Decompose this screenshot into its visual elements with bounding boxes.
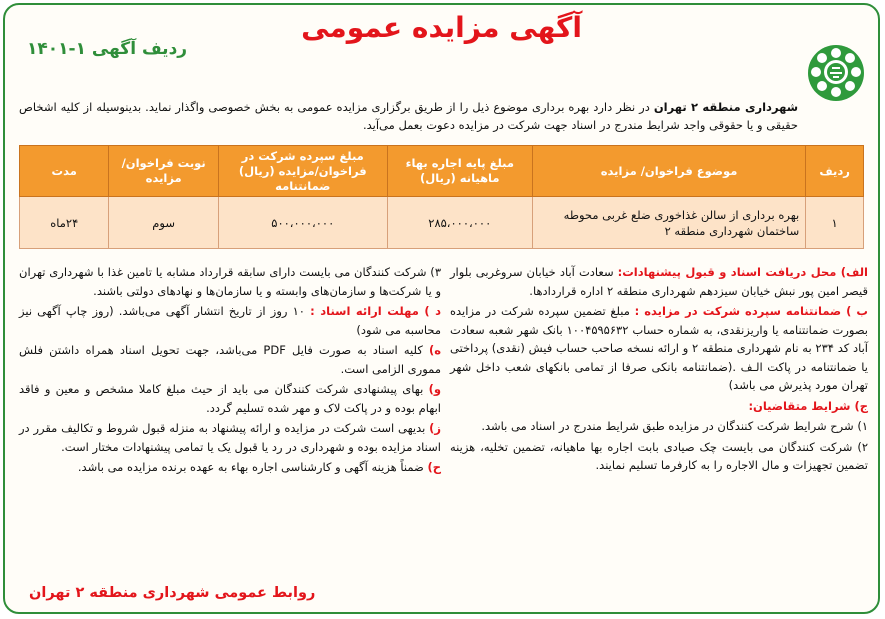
section-b-text: مبلغ تضمین سپرده شرکت در مزایده بصورت ضمانتنامه یا واریزنقدی، به شماره حساب ۱۰۰۴۵۹۵۶۳۲ بانک شهر شعبه سعادت آباد کد ۲۳۴ به نام شهرداری منطقه ۲ و ارائه نسخه صاحب حساب فیش (نقدی) پرداختی یا ضمانتنامه در پاکت الـف .(ضمانتنامه بانکی صرفا از تمامی بانکهای شعب داخل شهر تهران مورد پذیرش می باشد) (450, 304, 869, 392)
header-duration: مدت (20, 146, 109, 197)
list-item: ۱) شرح شرایط شرکت کنندگان در مزایده طبق شرایط مندرج در اسناد می باشد. (481, 419, 868, 433)
table-row (20, 197, 864, 249)
section-c-heading: ج) شرایط متقاضیان: (748, 398, 868, 413)
list-item: ۲) شرکت کنندگان می بایست چک صیادی بابت اجاره بها ماهیانه، تضمین تخلیه، هزینه تضمین تجهیزات و مال الاجاره را به کارفرما تسلیم نمایند. (450, 439, 868, 472)
section-h (19, 341, 441, 378)
tehran-municipality-logo-icon (808, 45, 864, 101)
section-z-heading: ز) (429, 421, 442, 435)
header-base-price: مبلغ پایه اجاره بهاء ماهیانه (ریال) (387, 146, 532, 197)
section-h-text: کلیه اسناد به صورت فایل PDF می‌باشد، جهت تحویل اسناد همراه داشتن فلش مموری الزامی است. (19, 343, 441, 376)
section-c (450, 397, 868, 416)
section-a-text: سعادت آباد خیابان سروغربی بلوار قیصر امین پور نبش خیابان سیزدهم شهرداری منطقه ۲ اداره قراردادها. (450, 265, 868, 298)
section-d (19, 302, 441, 339)
section-h2-text: ضمناً هزینه آگهی و کارشناسی اجاره بهاء به عهده برنده مزایده می باشد. (77, 460, 424, 474)
section-b-heading: ب ) ضمانتنامه سپرده شرکت در مزایده : (634, 304, 868, 318)
header-round: نوبت فراخوان/مزایده (109, 146, 218, 197)
cell-base-price: ۲۸۵،۰۰۰،۰۰۰ (387, 197, 532, 249)
section-h-heading: ه) (428, 343, 441, 357)
ad-number: ردیف آگهی ۱-۱۴۰۱ (27, 39, 188, 59)
announcement-page (3, 3, 880, 614)
intro-paragraph (19, 98, 798, 134)
section-v-text: بهای پیشنهادی شرکت کنندگان می باید از حیث مبلغ کاملا مشخص و معین و فاقد ابهام بوده و در پاکت لاک و مهر شده تسلیم گردد. (19, 382, 441, 415)
organization-name: شهرداری منطقه ۲ تهران (653, 100, 799, 114)
cell-round: سوم (109, 197, 218, 249)
section-z-text: بدیهی است شرکت در مزایده و ارائه پیشنهاد به منزله قبول شروط و تکالیف مقرر در اسناد مزایده بوده و شهرداری در رد یا قبول یک یا تمامی پیشنهادات مختار است. (19, 421, 441, 454)
table-header-row (20, 146, 864, 197)
header-deposit: مبلغ سپرده شرکت در فراخوان/مزایده (ریال) ضمانتنامه (218, 146, 387, 197)
auction-table (19, 145, 864, 249)
cell-duration: ۲۴ماه (20, 197, 109, 249)
section-d-heading: د ) مهلت ارائه اسناد : (310, 304, 441, 318)
section-b (450, 302, 868, 395)
section-v-heading: و) (428, 382, 442, 396)
section-a (450, 263, 868, 300)
section-a-heading: الف) محل دریافت اسناد و قبول پیشنهادات: (617, 265, 868, 279)
footer-signature: روابط عمومی شهرداری منطقه ۲ تهران (29, 585, 316, 601)
cell-subject: بهره برداری از سالن غذاخوری ضلع غربی محوطه ساختمان شهرداری منطقه ۲ (532, 197, 805, 249)
header-row-number: ردیف (806, 146, 864, 197)
header-subject: موضوع فراخوان/ مزایده (532, 146, 805, 197)
intro-text: در نظر دارد بهره برداری موضوع ذیل را از طریق برگزاری مزایده عمومی به بخش خصوصی واگذار نماید. بدینوسیله از کلیه اشخاص حقیقی و یا حقوقی واجد شرایط مندرج در اسناد جهت شرکت در مزایده دعوت بعمل می‌آید. (19, 100, 798, 132)
section-z (19, 419, 441, 456)
section-h2 (19, 458, 441, 477)
list-item: ۳) شرکت کنندگان می بایست دارای سابقه قرارداد مشابه یا تامین غذا با شهرداری تهران و یا شرکت‌ها و سازمان‌های وابسته و یا سازمان‌ها و نهادهای دولتی باشند. (19, 265, 441, 298)
section-v (19, 380, 441, 417)
page-title: آگهی مزایده عمومی (301, 11, 582, 44)
left-column (19, 263, 441, 479)
section-d-text: ۱۰ روز از تاریخ انتشار آگهی می‌باشد. (روز چاپ آگهی نیز محاسبه می شود) (19, 304, 441, 337)
right-column (450, 263, 868, 477)
section-h2-heading: ح) (427, 460, 441, 474)
cell-deposit: ۵۰۰،۰۰۰،۰۰۰ (218, 197, 387, 249)
cell-row-number: ۱ (806, 197, 864, 249)
